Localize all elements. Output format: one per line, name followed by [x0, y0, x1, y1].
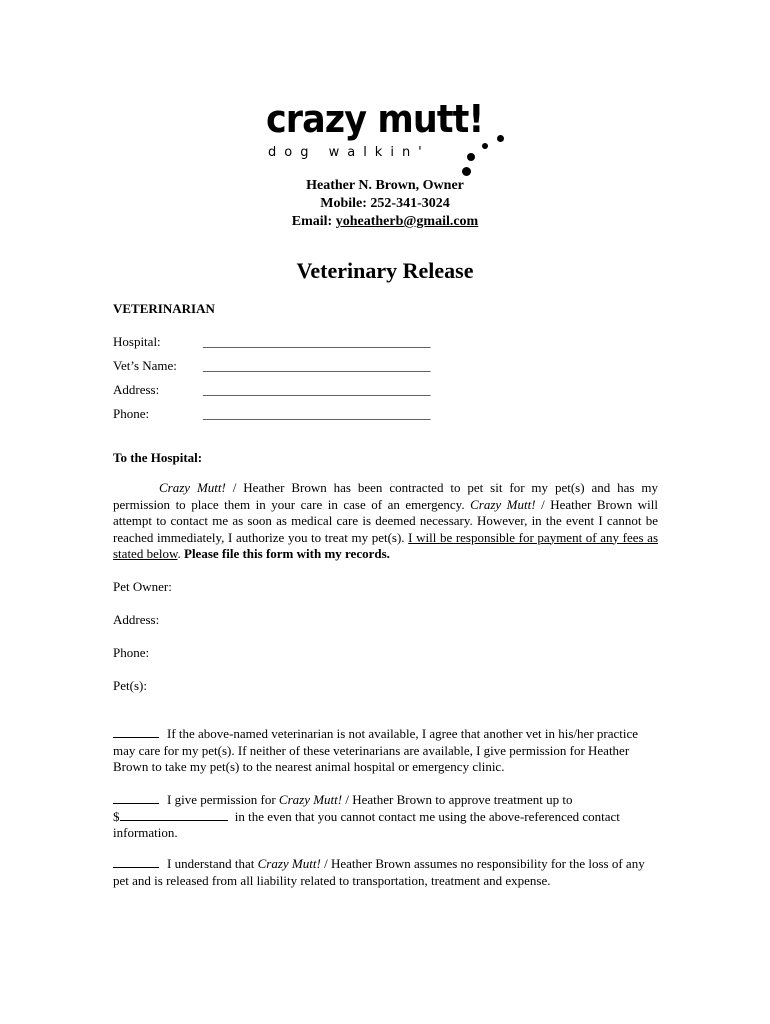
phone-field[interactable]: ___________________________________	[203, 406, 431, 421]
authorization-paragraph	[113, 480, 658, 563]
paragraph-text: / Heather Brown has been contracted to pet sit for my pet(s) and has my permission to place them in your care in case of an emergency.	[113, 480, 658, 512]
logo	[262, 95, 522, 177]
initial-blank[interactable]	[113, 793, 159, 804]
paw-print-icon	[462, 167, 471, 176]
pets-label: Pet(s):	[113, 678, 147, 693]
page-title: Veterinary Release	[296, 258, 474, 283]
file-instruction: Please file this form with my records.	[184, 546, 390, 561]
mobile-line: Mobile: 252-341-3024	[320, 196, 450, 211]
owner-line: Heather N. Brown, Owner	[306, 178, 464, 193]
email-label: Email:	[291, 214, 336, 229]
logo-name: crazy mutt!	[266, 97, 484, 141]
email-line	[0, 214, 770, 230]
vet-name-field[interactable]: ___________________________________	[203, 358, 431, 373]
clause-alternate-vet	[113, 726, 658, 776]
logo-tagline: dog walkin'	[268, 145, 430, 160]
vet-name-label: Vet’s Name:	[113, 358, 177, 373]
paragraph-text: / Heather Brown will attempt to contact me as soon as medical care is deemed necessary. However, in the event I cannot be reached immediately, I authorize you to treat my pet(s).	[113, 496, 658, 545]
clause-text: in the even that you cannot contact me using the above-referenced contact information.	[113, 808, 620, 840]
brand-name: Crazy Mutt!	[159, 480, 226, 495]
clause-text: / Heather Brown assumes no responsibility for the loss of any pet and is released from all liability related to transportation, treatment and expense.	[113, 856, 645, 888]
clause-treatment-limit	[113, 792, 658, 842]
paw-print-icon	[482, 143, 488, 149]
email-link[interactable]: yoheatherb@gmail.com	[335, 214, 479, 229]
clause-text: I give permission for	[167, 792, 279, 807]
address-label: Address:	[113, 382, 160, 397]
paw-print-icon	[497, 135, 504, 142]
to-hospital-heading: To the Hospital:	[113, 450, 203, 465]
clause-text: I understand that	[167, 856, 258, 871]
hospital-field[interactable]: ___________________________________	[203, 334, 431, 349]
clause-text: / Heather Brown to approve treatment up to	[342, 792, 573, 807]
brand-name: Crazy Mutt!	[257, 856, 321, 871]
phone-label: Phone:	[113, 406, 150, 421]
owner-phone-label: Phone:	[113, 645, 150, 660]
veterinarian-heading: VETERINARIAN	[113, 301, 215, 316]
paragraph-text: .	[177, 546, 184, 561]
amount-blank[interactable]	[120, 810, 228, 821]
dollar-sign: $	[113, 808, 120, 824]
paw-print-icon	[467, 153, 475, 161]
brand-name: Crazy Mutt!	[278, 792, 343, 807]
initial-blank[interactable]	[113, 727, 159, 738]
hospital-label: Hospital:	[113, 334, 161, 349]
clause-liability	[113, 856, 658, 889]
initial-blank[interactable]	[113, 857, 159, 868]
owner-address-label: Address:	[113, 612, 160, 627]
payment-responsibility: I will be responsible for payment of any fees as stated below	[113, 529, 658, 561]
brand-name: Crazy Mutt!	[470, 496, 536, 512]
clause-text: If the above-named veterinarian is not available, I agree that another vet in his/her practice may care for my pet(s). If neither of these veterinarians are available, I give permission for Heather Brown to take my pet(s) to the nearest animal hospital or emergency clinic.	[113, 726, 639, 774]
pet-owner-label: Pet Owner:	[113, 579, 172, 594]
address-field[interactable]: ___________________________________	[203, 382, 431, 397]
